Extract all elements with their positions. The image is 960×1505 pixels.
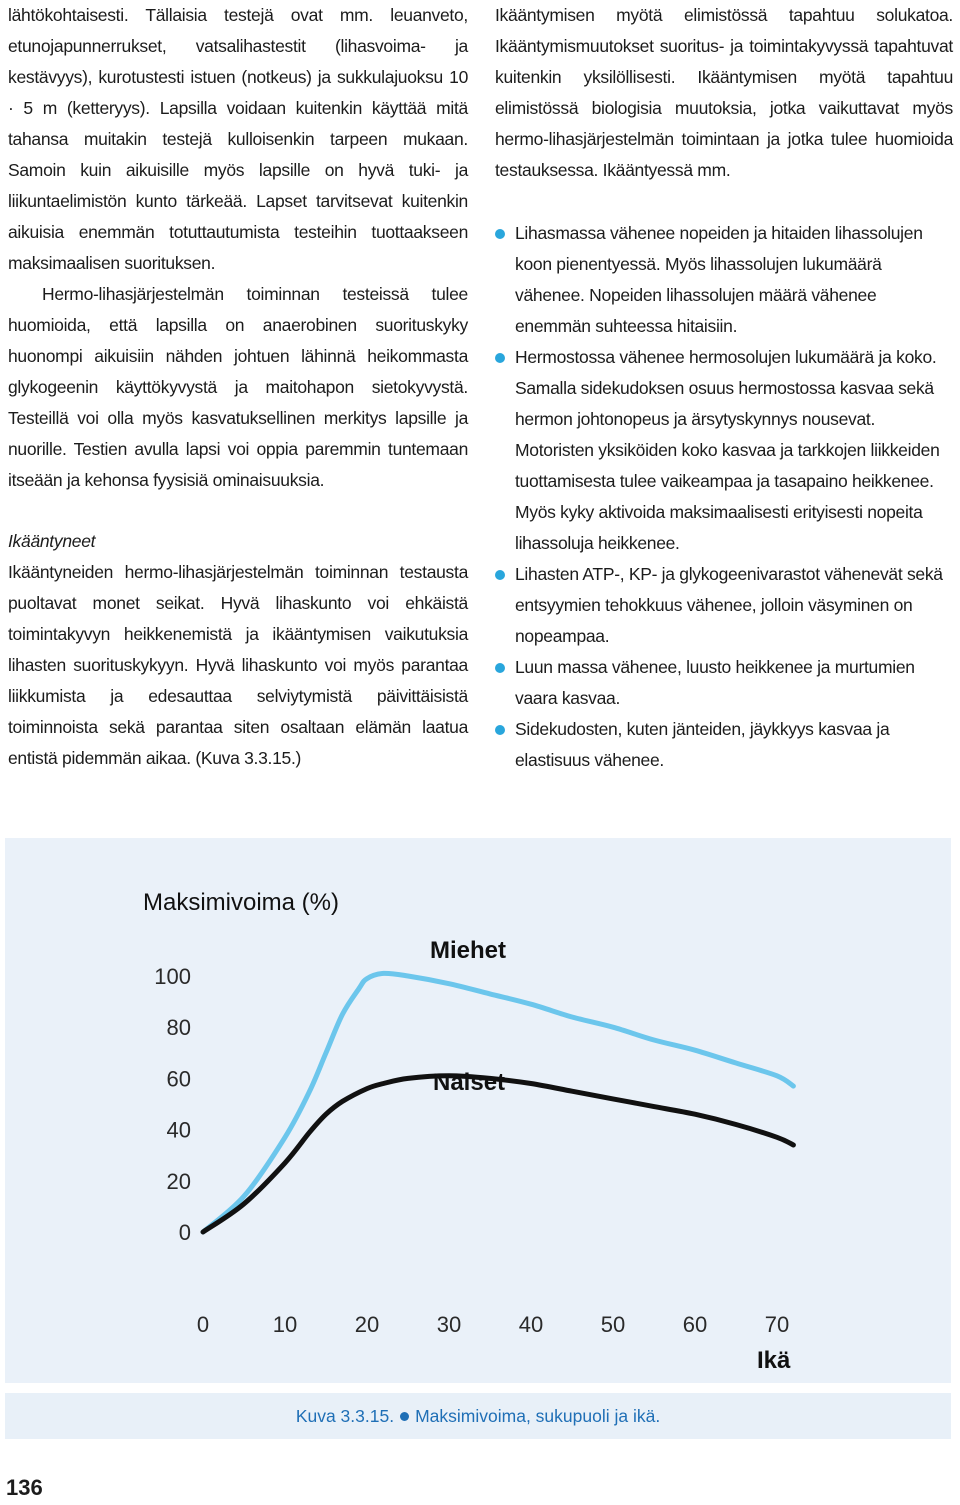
paragraph-elderly-testing: Ikääntyneiden hermo-lihasjärjestelmän toiminnan testausta puoltavat monet seikat. Hyvä lihaskunto voi ehkäistä toimintakyvyn heikkenemistä ja ikääntymisen vaikutuksia lihasten suorituskykyyn. Hyvä lihaskunto voi myös parantaa liikkumista ja edesauttaa selviytymistä päivittäisistä toiminnoista sekä parantaa siten osaltaan elämän laatua entistä pidemmän aikaa. (Kuva 3.3.15.) — [8, 562, 468, 768]
x-tick-label: 40 — [518, 1312, 544, 1337]
right-column — [495, 0, 953, 776]
y-tick-label: 100 — [154, 964, 191, 989]
x-tick-label: 50 — [600, 1312, 626, 1337]
x-tick-label: 60 — [682, 1312, 708, 1337]
paragraph-children-tests: lähtökohtaisesti. Tällaisia testejä ovat mm. leuanveto, etunojapunnerrukset, vatsalihastestit (lihasvoima- ja kestävyys), kurotustesti istuen (notkeus) ja sukkulajuoksu 10 · 5 m (ketteryys). Lapsilla voidaan kuitenkin käyttää mitä tahansa muitakin testejä kulloisenkin tarpeen mukaan. Samoin kuin aikuisille myös lapsille on hyvä tuki- ja liikuntaelimistön kunto tärkeää. Lapset tarvitsevat kuitenkin aikuisia enemmän totuttautumista testeihin tuottaakseen maksimaalisen suorituksen. — [8, 5, 468, 273]
series-label-naiset: Naiset — [433, 1069, 506, 1096]
left-column — [8, 0, 468, 774]
x-axis-ticks — [197, 1312, 789, 1337]
list-item: Hermostossa vähenee hermosolujen lukumäärä ja koko. Samalla sidekudoksen osuus hermostossa kasvaa sekä hermon johtonopeus ja ärsytyskynnys nousevat. Motoristen yksiköiden koko kasvaa ja tarkkojen liikkeiden tuottamisesta tulee vaikeampaa ja tasapaino heikkenee. Myös kyky aktivoida maksimaalisesti erityisesti nopeita lihassoluja heikkenee. — [495, 342, 953, 559]
x-axis-label: Ikä — [757, 1347, 791, 1374]
series-line-miehet — [203, 973, 793, 1232]
caption-text: Maksimivoima, sukupuoli ja ikä. — [415, 1406, 661, 1426]
paragraph-children-anaerobic: Hermo-lihasjärjestelmän toiminnan testeissä tulee huomioida, että lapsilla on anaerobinen suorituskyky huonompi aikuisiin nähden johtuen lähinnä heikommasta glykogeenin käyttökyvystä ja maitohapon sietokyvystä. Testeillä voi olla myös kasvatuksellinen merkitys lapsille ja nuorille. Testien avulla lapsi voi oppia paremmin tuntemaan itseään ja kehonsa fyysisiä ominaisuuksia. — [8, 284, 468, 490]
list-item: Luun massa vähenee, luusto heikkenee ja murtumien vaara kasvaa. — [495, 652, 953, 714]
figure-max-strength-chart — [5, 838, 951, 1383]
x-tick-label: 20 — [354, 1312, 380, 1337]
y-tick-label: 60 — [166, 1066, 191, 1092]
series-lines — [203, 973, 793, 1232]
caption-label: Kuva 3.3.15. — [295, 1406, 395, 1426]
y-tick-label: 20 — [166, 1168, 191, 1194]
y-tick-label: 0 — [178, 1220, 191, 1245]
section-heading-elderly: Ikääntyneet — [8, 531, 96, 551]
aging-effects-list — [495, 218, 953, 776]
x-tick-label: 10 — [272, 1312, 298, 1337]
series-labels — [430, 937, 506, 1096]
paragraph-aging-intro: Ikääntymisen myötä elimistössä tapahtuu solukatoa. Ikääntymismuutokset suoritus- ja toimintakyvyssä tapahtuvat kuitenkin yksilöllisesti. Ikääntymisen myötä tapahtuu elimistössä biologisia muutoksia, jotka vaikuttavat myös hermo-lihasjärjestelmän toimintaan ja jotka tulee huomioida testauksessa. Ikääntyessä mm. — [495, 5, 953, 180]
x-tick-label: 0 — [196, 1312, 210, 1337]
y-tick-label: 40 — [166, 1117, 191, 1143]
chart-svg — [5, 838, 951, 1383]
list-item: Sidekudosten, kuten jänteiden, jäykkyys kasvaa ja elastisuus vähenee. — [495, 714, 953, 776]
x-tick-label: 70 — [764, 1312, 790, 1337]
bullet-icon — [495, 725, 505, 735]
y-axis-ticks — [154, 964, 191, 1245]
series-label-miehet: Miehet — [430, 937, 507, 964]
bullet-icon — [495, 353, 505, 363]
chart-title: Maksimivoima (%) — [143, 889, 340, 916]
bullet-icon — [495, 663, 505, 673]
figure-caption — [5, 1393, 951, 1439]
x-tick-label: 30 — [436, 1312, 462, 1337]
bullet-icon — [495, 229, 505, 239]
list-item: Lihasmassa vähenee nopeiden ja hitaiden lihassolujen koon pienentyessä. Myös lihassolujen lukumäärä vähenee. Nopeiden lihassolujen määrä vähenee enemmän suhteessa hitaisiin. — [495, 218, 953, 342]
y-tick-label: 80 — [166, 1015, 191, 1041]
series-line-naiset — [203, 1076, 793, 1232]
caption-bullet-icon — [400, 1412, 409, 1421]
bullet-icon — [495, 570, 505, 580]
list-item: Lihasten ATP-, KP- ja glykogeenivarastot vähenevät sekä entsyymien tehokkuus vähenee, jolloin väsyminen on nopeampaa. — [495, 559, 953, 652]
page-number: 136 — [6, 1475, 43, 1500]
